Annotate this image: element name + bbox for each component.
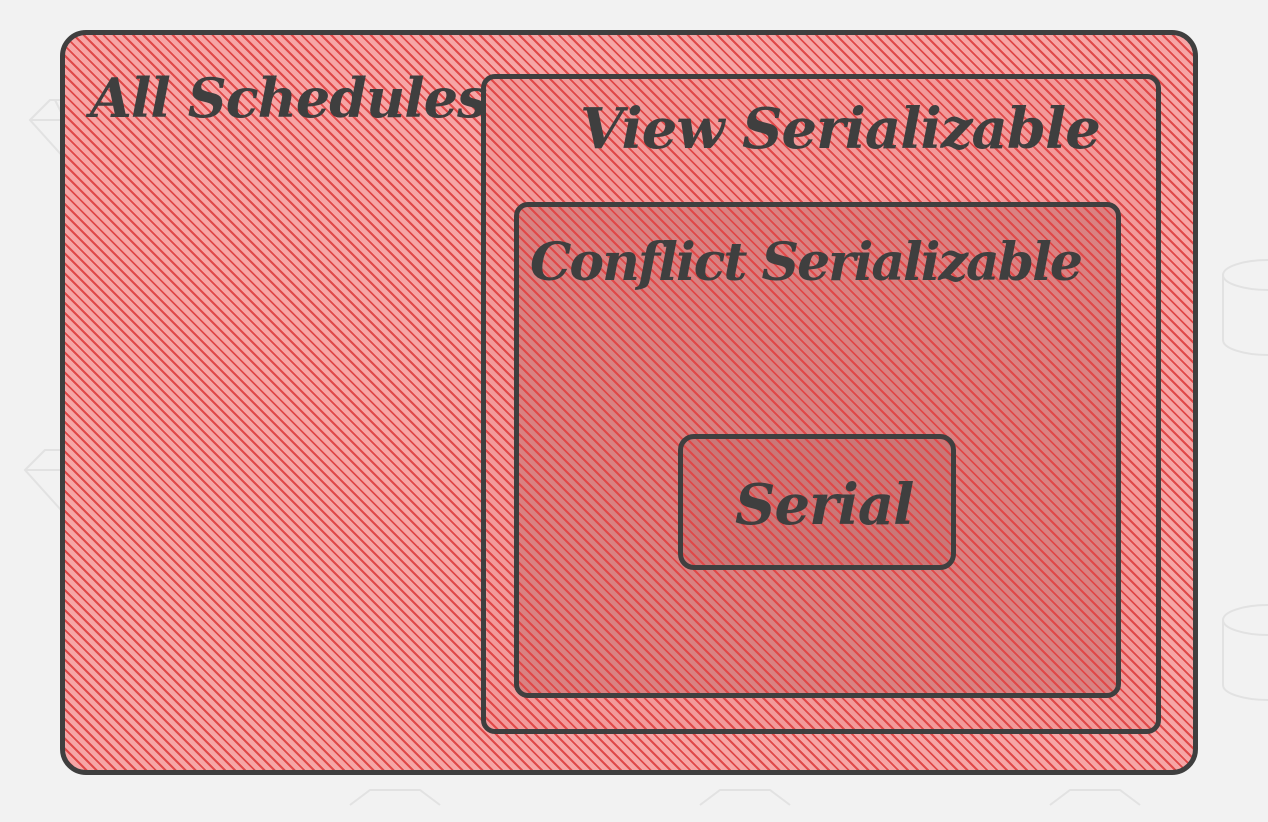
label-all-schedules: All Schedules (90, 66, 487, 130)
gem-icon (350, 790, 1140, 805)
label-view-serializable: View Serializable (580, 96, 1100, 162)
database-icon (1223, 605, 1268, 700)
label-serial: Serial (735, 472, 914, 538)
label-conflict-serializable: Conflict Serializable (530, 232, 1081, 293)
database-icon (1223, 260, 1268, 355)
